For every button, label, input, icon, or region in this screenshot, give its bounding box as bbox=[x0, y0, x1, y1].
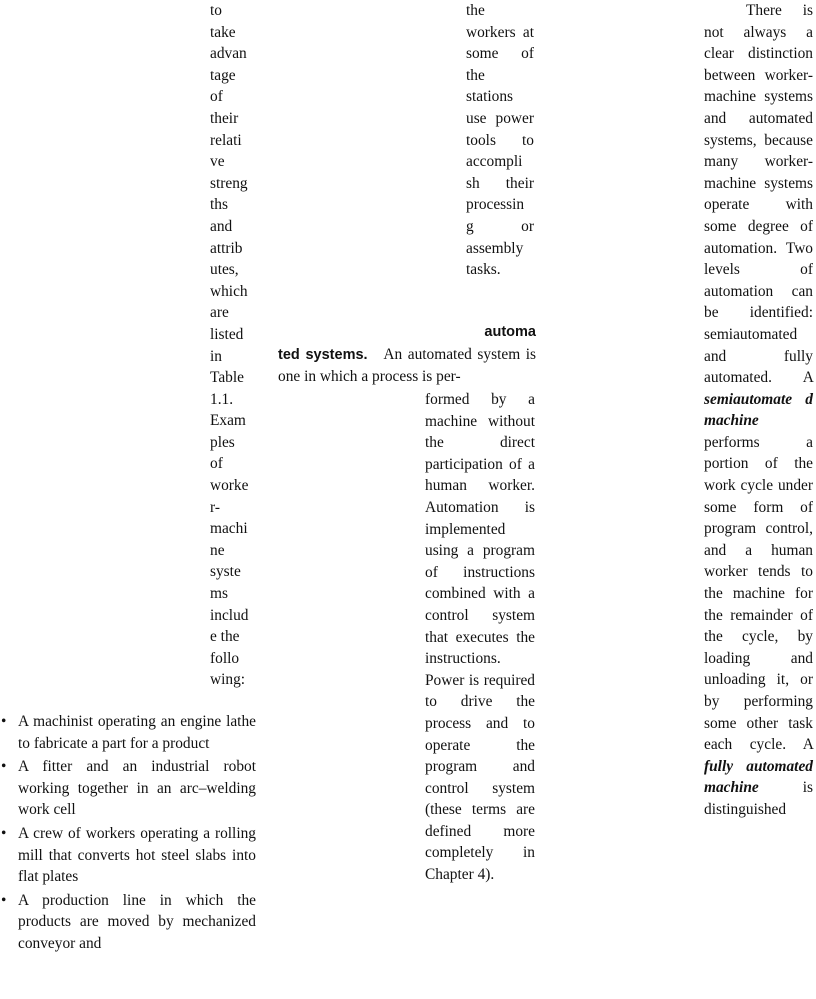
col3-end-text: is distinguished bbox=[704, 779, 813, 818]
bullet-icon: • bbox=[1, 891, 7, 909]
col1-word: syste bbox=[210, 563, 241, 581]
col1-word: their bbox=[210, 109, 239, 127]
col1-word: of bbox=[210, 88, 223, 106]
column-2-top-paragraph bbox=[466, 0, 534, 281]
col3-mid-text: performs a portion of the work cycle under some form of program control, and a human worker tends to the machine for the remainder of the cycle, by loading and unloading it, or by performing some other task each cycle. A bbox=[704, 433, 813, 754]
list-item bbox=[0, 823, 256, 888]
term-fully-automated-machine: fully automated machine bbox=[704, 757, 813, 797]
column-2-narrow-paragraph bbox=[425, 389, 535, 886]
col1-word: attrib bbox=[210, 239, 243, 257]
col1-word: ne bbox=[210, 541, 225, 559]
bullet-icon: • bbox=[1, 824, 7, 842]
col1-word: 1.1. bbox=[210, 390, 234, 408]
col1-word: ms bbox=[210, 585, 228, 603]
col1-word: follo bbox=[210, 649, 240, 667]
list-item-text: A crew of workers operating a rolling mill that converts hot steel slabs into flat plates bbox=[18, 824, 256, 886]
list-item bbox=[0, 711, 256, 754]
col1-word: are bbox=[210, 304, 229, 322]
list-item-text: A machinist operating an engine lathe to fabricate a part for a product bbox=[18, 713, 256, 752]
automated-systems-heading-block bbox=[278, 322, 536, 388]
col1-word: Exam bbox=[210, 412, 246, 430]
col1-word: e the bbox=[210, 628, 240, 646]
worker-machine-examples-list bbox=[0, 711, 256, 957]
term-semiautomated-machine: semiautomate d machine bbox=[704, 390, 813, 430]
col1-word: relati bbox=[210, 131, 242, 149]
col1-word: utes, bbox=[210, 261, 239, 279]
list-item-text: A fitter and an industrial robot working together in an arc–welding work cell bbox=[18, 758, 256, 819]
list-item-text: A production line in which the products are moved by mechanized conveyor and bbox=[18, 891, 256, 952]
col1-word: advan bbox=[210, 45, 247, 63]
automated-intro-text: An automated system is one in which a process is per- bbox=[278, 345, 536, 386]
col1-word: listed bbox=[210, 325, 244, 343]
column-1-fragment bbox=[210, 0, 256, 691]
col1-word: machi bbox=[210, 520, 248, 538]
list-item bbox=[0, 890, 256, 955]
col1-word: Table bbox=[210, 369, 244, 387]
col1-word: ples bbox=[210, 433, 235, 451]
col1-word: to bbox=[210, 2, 222, 19]
col1-word: includ bbox=[210, 606, 249, 624]
col1-word: in bbox=[210, 347, 222, 365]
col1-word: take bbox=[210, 23, 236, 41]
col3-intro-text: There is not always a clear distinction between worker-machine systems and automated systems, because many worker-machine systems operate with some degree of automation. Two levels of automation can be identified: semiautomated and fully automated. A bbox=[704, 2, 813, 387]
col1-word: ve bbox=[210, 153, 225, 171]
col1-word: worke bbox=[210, 477, 249, 495]
automated-definition-text: formed by a machine without the direct participation of a human worker. Automation is implemented using a program of instructions combined with a control system that executes the instructions. Power is required to drive the process and to operate the program and control system (these terms are defined more completely in Chapter 4). bbox=[425, 391, 535, 884]
col1-word: of bbox=[210, 455, 223, 473]
col1-word: tage bbox=[210, 66, 236, 84]
col1-word: r- bbox=[210, 498, 220, 516]
heading-part-1: automa bbox=[484, 324, 536, 340]
heading-part-2: ted systems. bbox=[278, 346, 368, 363]
col1-word: and bbox=[210, 217, 233, 235]
bullet-icon: • bbox=[1, 758, 7, 776]
col1-word: wing: bbox=[210, 671, 246, 689]
col1-word: ths bbox=[210, 196, 228, 214]
col1-word: streng bbox=[210, 174, 248, 192]
col1-word: which bbox=[210, 282, 248, 300]
col2-top-text: the workers at some of the stations use power tools to accompli sh their processin g or assembly tasks. bbox=[466, 2, 534, 279]
list-item bbox=[0, 756, 256, 821]
column-3-paragraph bbox=[704, 0, 813, 821]
bullet-icon: • bbox=[1, 713, 7, 730]
